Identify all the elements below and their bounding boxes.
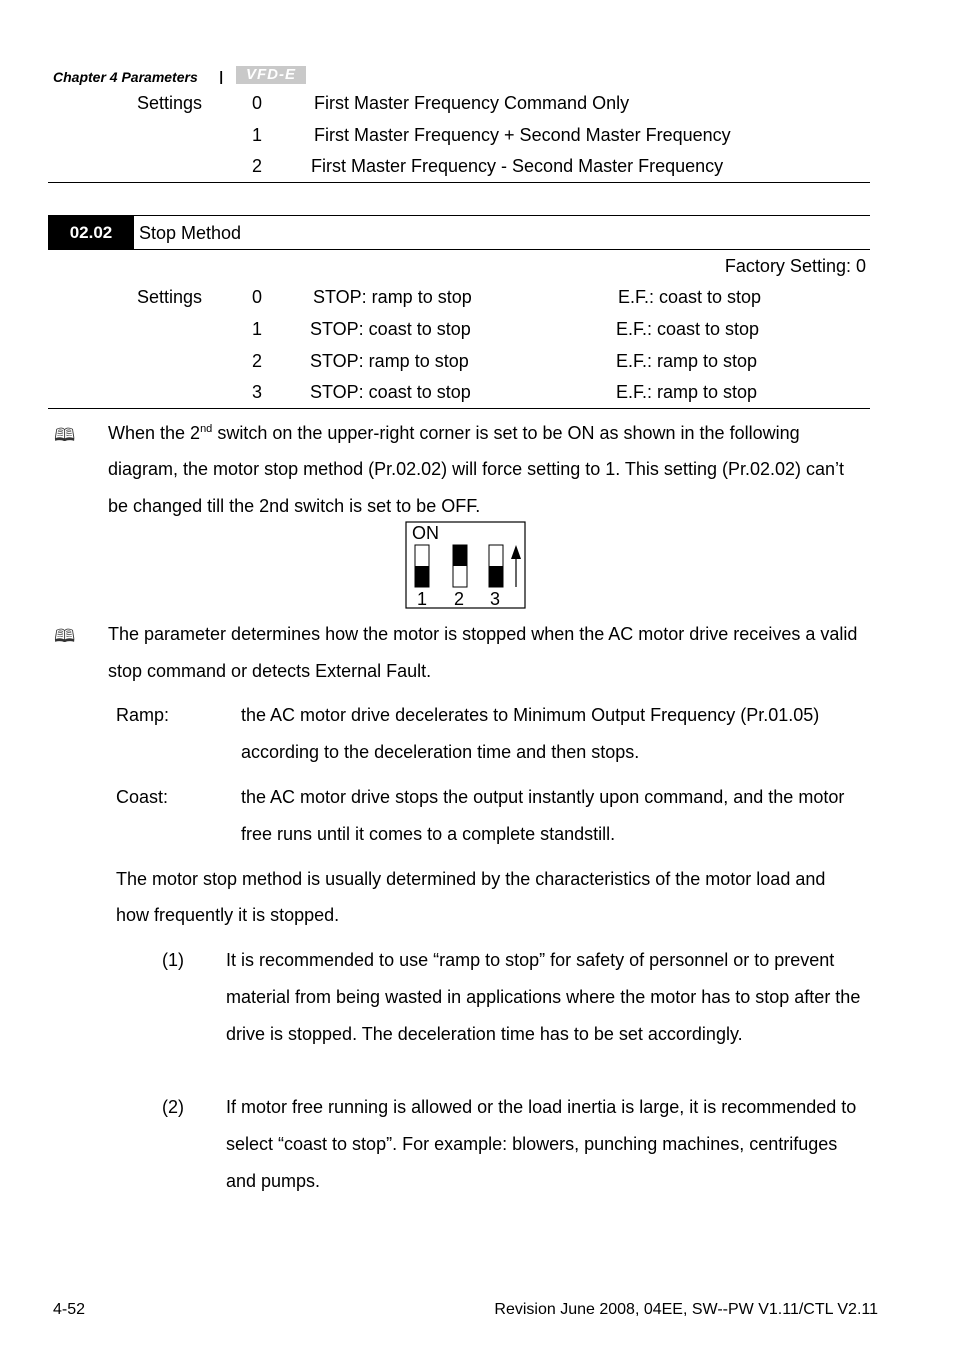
list-item-line: material from being wasted in applications where the motor has to stop after the (226, 987, 861, 1007)
paragraph-line: how frequently it is stopped. (116, 905, 340, 925)
paragraph-line: The motor stop method is usually determined by the characteristics of the motor load and (116, 869, 826, 889)
param-name: Stop Method (139, 223, 242, 243)
setting-value: 2 (252, 156, 263, 176)
list-item-line: and pumps. (226, 1171, 321, 1191)
setting-ef: E.F.: ramp to stop (616, 351, 758, 371)
settings-label: Settings (137, 93, 203, 113)
settings-label: Settings (137, 287, 203, 307)
setting-ef: E.F.: coast to stop (616, 319, 760, 339)
list-item-line: If motor free running is allowed or the load inertia is large, it is recommended to (226, 1097, 857, 1117)
definition-term: Coast: (116, 787, 169, 807)
book-icon: 🕮 (54, 425, 76, 445)
note1-line2: diagram, the motor stop method (Pr.02.02) will force setting to 1. This setting (Pr.02.02) can’t (108, 459, 845, 479)
setting-value: 1 (252, 319, 263, 339)
setting-value: 3 (252, 382, 263, 402)
setting-ef: E.F.: ramp to stop (616, 382, 758, 402)
param-number: 02.02 (48, 216, 134, 249)
note2-line2: stop command or detects External Fault. (108, 661, 432, 681)
dip-number-3: 3 (490, 589, 501, 609)
setting-stop: STOP: coast to stop (310, 382, 471, 402)
list-item-line: select “coast to stop”. For example: blowers, punching machines, centrifuges (226, 1134, 838, 1154)
dip-number-2: 2 (454, 589, 465, 609)
list-item-line: drive is stopped. The deceleration time has to be set accordingly. (226, 1024, 743, 1044)
revision-info: Revision June 2008, 04EE, SW--PW V1.11/CTL V2.11 (494, 1301, 878, 1318)
definition-line: according to the deceleration time and then stops. (241, 742, 640, 762)
setting-desc: First Master Frequency - Second Master Frequency (311, 156, 724, 176)
definition-line: the AC motor drive stops the output instantly upon command, and the motor (241, 787, 845, 807)
dip-switch-diagram (405, 521, 527, 610)
setting-desc: First Master Frequency + Second Master Frequency (314, 125, 731, 145)
setting-stop: STOP: ramp to stop (313, 287, 472, 307)
dip-switch-3-slider (489, 566, 503, 587)
definition-line: the AC motor drive decelerates to Minimum Output Frequency (Pr.01.05) (241, 705, 820, 725)
note1-line1: When the 2nd switch on the upper-right corner is set to be ON as shown in the following (108, 423, 800, 443)
setting-value: 0 (252, 93, 263, 113)
page-number: 4-52 (53, 1301, 86, 1318)
list-number: (1) (162, 950, 184, 970)
list-number: (2) (162, 1097, 184, 1117)
note2-line1: The parameter determines how the motor is stopped when the AC motor drive receives a valid (108, 624, 858, 644)
vfd-logo: VFD-E (236, 66, 306, 84)
setting-desc: First Master Frequency Command Only (314, 93, 630, 113)
list-item-line: It is recommended to use “ramp to stop” for safety of personnel or to prevent (226, 950, 835, 970)
dip-number-1: 1 (417, 589, 428, 609)
dip-switch-2-slider (453, 545, 467, 566)
definition-term: Ramp: (116, 705, 170, 725)
settings-bottom-rule (48, 408, 870, 409)
setting-ef: E.F.: coast to stop (618, 287, 762, 307)
param-bottom-rule (48, 249, 870, 250)
book-icon: 🕮 (54, 626, 76, 646)
factory-setting: Factory Setting: 0 (724, 256, 866, 276)
chapter-title: Chapter 4 Parameters (53, 69, 198, 85)
setting-stop: STOP: coast to stop (310, 319, 471, 339)
dip-on-label: ON (412, 523, 439, 543)
setting-stop: STOP: ramp to stop (310, 351, 469, 371)
header-separator: | (219, 68, 223, 84)
setting-value: 2 (252, 351, 263, 371)
section-divider (48, 182, 870, 183)
dip-switch-1-slider (415, 566, 429, 587)
definition-line: free runs until it comes to a complete standstill. (241, 824, 616, 844)
setting-value: 1 (252, 125, 263, 145)
setting-value: 0 (252, 287, 263, 307)
note1-line3: be changed till the 2nd switch is set to be OFF. (108, 496, 481, 516)
param-top-rule (48, 215, 870, 216)
